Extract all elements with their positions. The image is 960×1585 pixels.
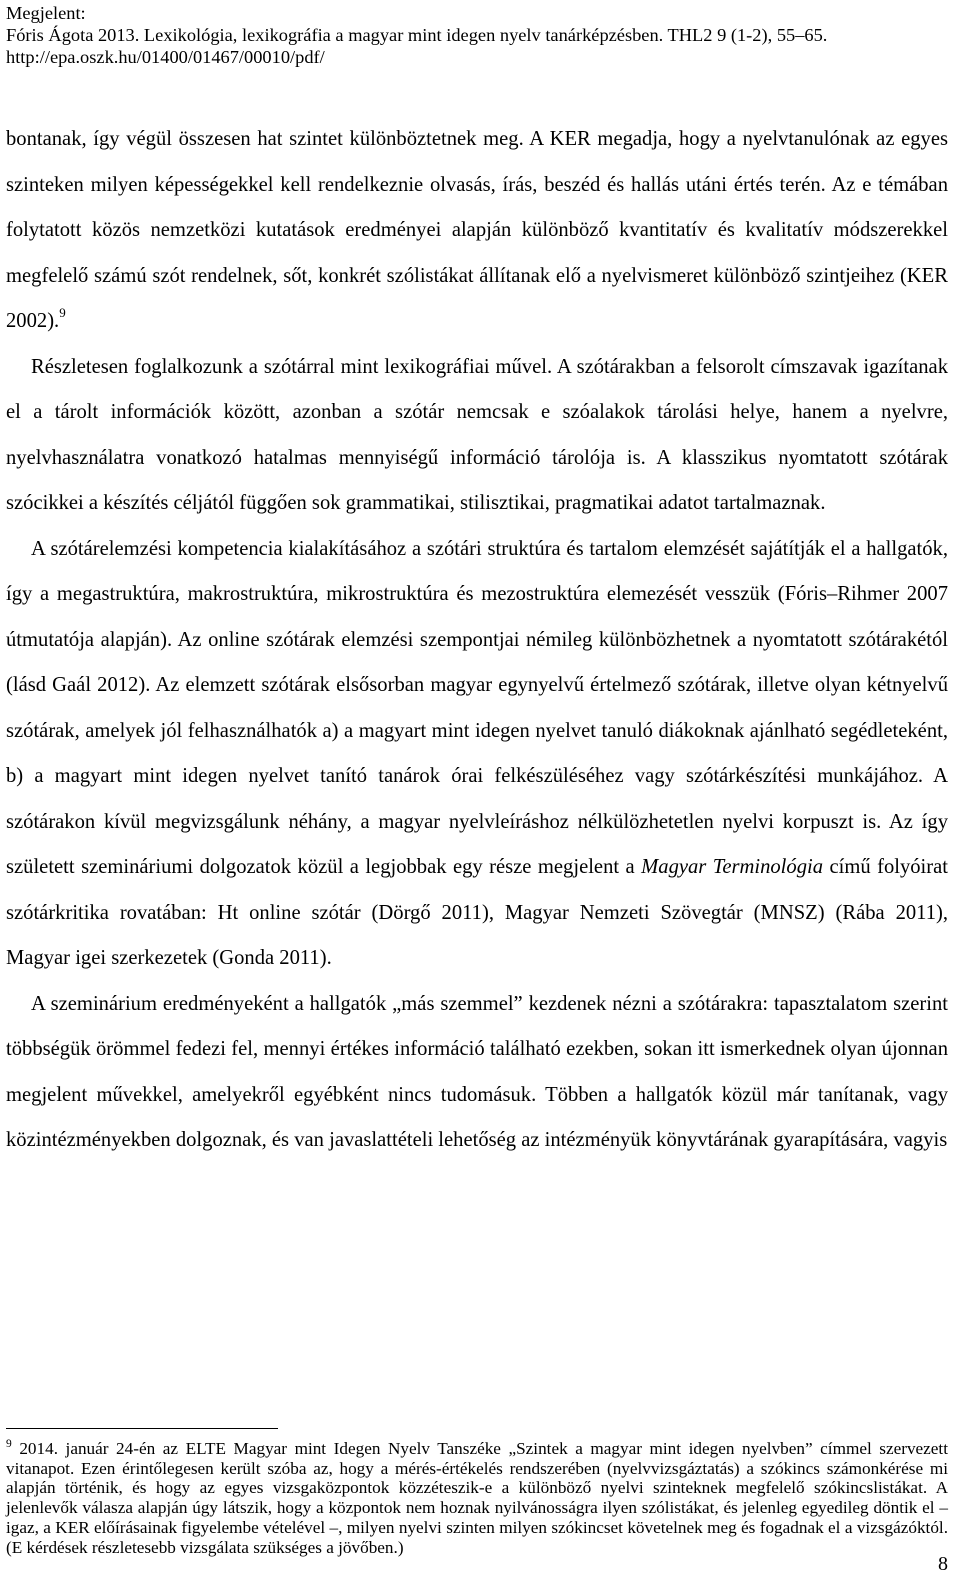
footnote-reference: 9 xyxy=(59,305,66,320)
page-number: 8 xyxy=(938,1553,948,1575)
journal-title: Magyar Terminológia xyxy=(641,856,824,878)
paragraph-1-text: bontanak, így végül összesen hat szintet különböztetnek meg. A KER megadja, hogy a nyelvtanulónak az egyes szinteken milyen képességekkel kell rendelkeznie olvasás, írás, beszéd és hallás utáni értés terén. Az e témában folytatott közös nemzetközi kutatások eredményei alapján különböző kvantitatív és kvalitatív módszerekkel megfelelő számú szót rendelnek, sőt, konkrét szólistákat állítanak elő a nyelvismeret különböző szintjeihez (KER 2002). xyxy=(6,128,948,332)
paragraph-3 xyxy=(6,527,948,982)
paragraph-1 xyxy=(6,117,948,345)
footnote-number: 9 xyxy=(6,1438,12,1450)
footnote-separator xyxy=(6,1428,278,1429)
paragraph-2: Részletesen foglalkozunk a szótárral mint lexikográfiai művel. A szótárakban a felsorolt címszavak igazítanak el a tárolt információk között, azonban a szótár nemcsak e szóalakok tárolási helye, hanem a nyelvre, nyelvhasználatra vonatkozó hatalmas mennyiségű információ tárolója is. A klasszikus nyomtatott szótárak szócikkei a készítés céljától függően sok grammatikai, stilisztikai, pragmatikai adatot tartalmaznak. xyxy=(6,355,948,514)
publication-header xyxy=(6,2,827,68)
header-citation: Fóris Ágota 2013. Lexikológia, lexikográfia a magyar mint idegen nyelv tanárképzésben. THL2 9 (1-2), 55–65. xyxy=(6,25,828,45)
header-url: http://epa.oszk.hu/01400/01467/00010/pdf/ xyxy=(6,47,325,67)
paragraph-3-text-a: A szótárelemzési kompetencia kialakításához a szótári struktúra és tartalom elemzését sajátítják el a hallgatók, így a megastruktúra, makrostruktúra, mikrostruktúra és mezostruktúra elemezését vesszük (Fóris–Rihmer 2007 útmutatója alapján). Az online szótárak elemzési szempontjai némileg különbözhetnek a nyomtatott szótárakétól (lásd Gaál 2012). Az elemzett szótárak elsősorban magyar egynyelvű értelmező szótárak, illetve olyan kétnyelvű szótárak, amelyek jól felhasználhatók a) a magyart mint idegen nyelvet tanuló diákoknak ajánlható segédleteként, b) a magyart mint idegen nyelvet tanító tanárok órai felkészüléséhez vagy szótárkészítési munkájához. A szótárakon kívül megvizsgálunk néhány, a magyar nyelvleíráshoz nélkülözhetetlen nyelvi korpuszt is. Az így született szemináriumi dolgozatok közül a legjobbak egy része megjelent a xyxy=(6,537,948,878)
footnote-text: 2014. január 24-én az ELTE Magyar mint Idegen Nyelv Tanszéke „Szintek a magyar mint idegen nyelvben” címmel szervezett vitanapot. Ezen érintőlegesen került szóba az, hogy a mérés-értékelés rendszerében (nyelvvizsgáztatás) a szókincs számonkérése mi alapján történik, és hogy az egyes vizsgaközpontok közzéteszik-e a különböző nyelvi szinteknek megfelelő szókincslistákat. A jelenlevők válasza alapján úgy látszik, hogy a központok nem hoznak nyilvánosságra ilyen szólistákat, és jelenleg egyedileg döntik el – igaz, a KER előírásainak figyelembe vételével –, milyen nyelvi szinten milyen szókincset követelnek meg és fogadnak el a vizsgázóktól. (E kérdések részletesebb vizsgálata szükséges a jövőben.) xyxy=(6,1439,948,1557)
paragraph-4: A szeminárium eredményeként a hallgatók „más szemmel” kezdenek nézni a szótárakra: tapasztalatom szerint többségük örömmel fedezi fel, mennyi értékes információ található ezekben, sokan itt ismerkednek olyan újonnan megjelent művekkel, amelyekről egyébként nincs tudomásuk. Többen a hallgatók közül már tanítanak, vagy közintézményekben dolgoznak, és van javaslattételi lehetőség az intézményük könyvtárának gyarapítására, vagyis xyxy=(6,992,948,1151)
main-text xyxy=(6,117,948,1164)
header-published-label: Megjelent: xyxy=(6,3,86,23)
footnote xyxy=(6,1439,948,1557)
paragraph-3-text-b: című folyóirat szótárkritika rovatában: Ht online szótár (Dörgő 2011), Magyar Nemzeti Szövegtár (MNSZ) (Rába 2011), Magyar igei szerkezetek (Gonda 2011). xyxy=(6,856,948,969)
